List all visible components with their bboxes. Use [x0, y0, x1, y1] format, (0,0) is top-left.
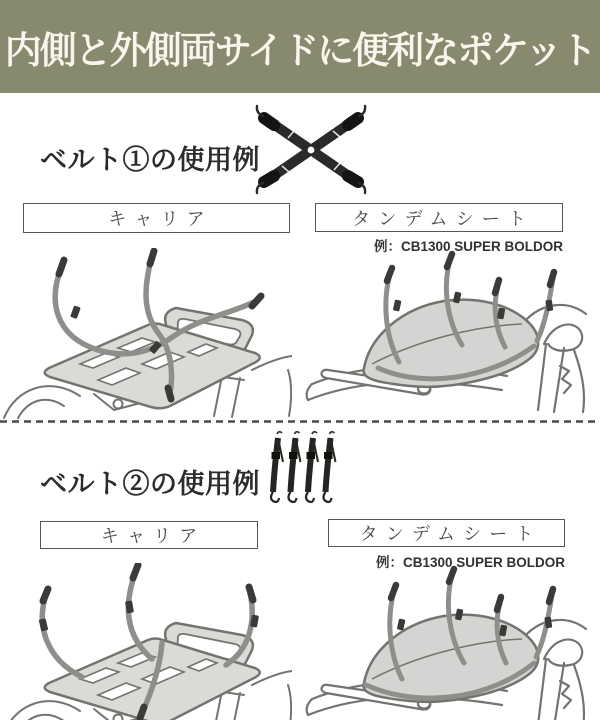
tandem-label-box-1: [315, 203, 563, 232]
tandem-label-2: タンデムシート: [359, 524, 542, 544]
strap-buckle-tips: [387, 254, 554, 293]
belt2-heading: ベルト②の使用例: [40, 469, 260, 499]
carrier-label-1: キャリア: [108, 209, 213, 229]
strap-buckle-tips: [391, 569, 553, 610]
tandem-label-box-2: [328, 519, 565, 547]
section-divider: [0, 419, 600, 424]
example-model-caption-1: 例：CB1300 SUPER BOLDOR: [373, 239, 563, 254]
header-title: 内側と外側両サイドに便利なポケット: [4, 29, 596, 71]
four-hanging-belts-icon: [268, 430, 342, 518]
tandem-label-1: タンデムシート: [352, 208, 534, 229]
tandem-seat-illustration-belt2: [302, 563, 594, 720]
carrier-illustration-belt2: [2, 563, 292, 720]
belt1-heading: ベルト①の使用例: [40, 145, 260, 175]
strap-adjusters: [39, 600, 259, 631]
crossed-belts-icon: [250, 102, 372, 198]
carrier-label-2: キャリア: [100, 526, 206, 546]
belt-center-ring: [308, 147, 315, 154]
carrier-label-box-2: [40, 521, 258, 549]
header-banner: [0, 0, 600, 93]
tandem-seat-illustration-belt1: [302, 248, 594, 420]
example-model-caption-2: 例：CB1300 SUPER BOLDOR: [375, 555, 565, 570]
carrier-label-box-1: [23, 203, 290, 233]
hanging-belts: [271, 432, 336, 502]
carrier-illustration-belt1: [2, 248, 292, 420]
